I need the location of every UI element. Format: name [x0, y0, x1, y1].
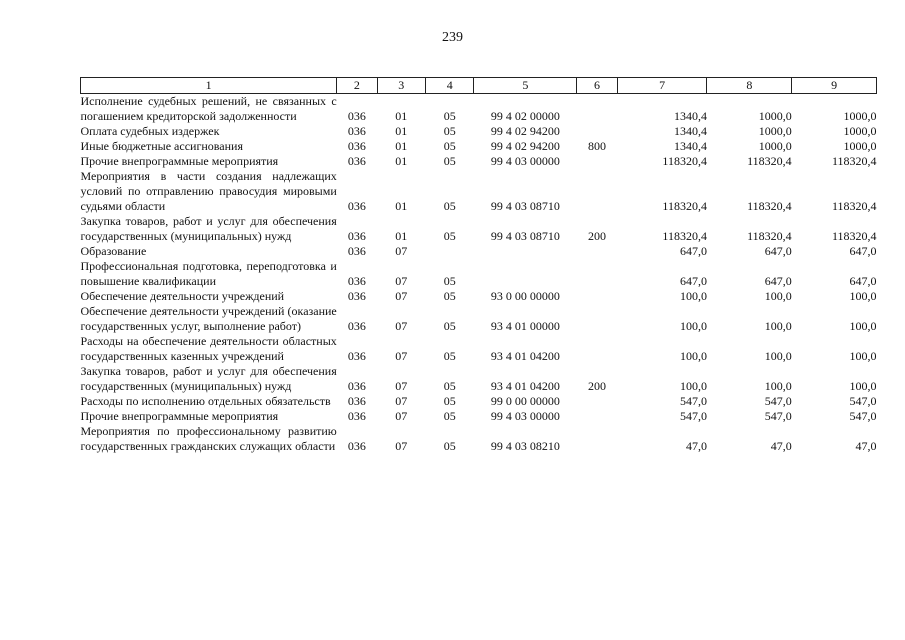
target-article-cell — [474, 259, 577, 289]
amount-col8-cell: 100,0 — [764, 379, 792, 393]
amount-col9-cell: 118320,4 — [831, 154, 877, 168]
expense-type-cell — [577, 259, 617, 289]
row-name-cell: Профессиональная подготовка, переподготовка и повышение квалификации — [80, 259, 337, 288]
subsection-code-cell — [426, 244, 474, 259]
target-article-cell: 99 4 02 94200 — [490, 139, 560, 153]
amount-col8-cell: 1000,0 — [758, 109, 792, 123]
amount-col7-cell: 547,0 — [679, 409, 707, 423]
subsection-code-cell: 05 — [443, 409, 456, 423]
column-header: 9 — [792, 78, 877, 94]
row-name-cell: Мероприятия в части создания надлежащих условий по отправлению правосудия мировыми судьями области — [80, 169, 337, 213]
table-row — [81, 334, 877, 364]
amount-col7-cell: 47,0 — [685, 439, 707, 453]
expense-type-cell — [577, 334, 617, 364]
ministry-code-cell: 036 — [347, 394, 366, 408]
section-code-cell: 07 — [395, 379, 408, 393]
table-row — [81, 214, 877, 244]
table-row — [81, 139, 877, 154]
amount-col8-cell: 47,0 — [770, 439, 792, 453]
target-article-cell — [474, 244, 577, 259]
amount-col8-cell: 1000,0 — [758, 139, 792, 153]
expense-type-cell — [577, 424, 617, 454]
row-name-cell: Закупка товаров, работ и услуг для обеспечения государственных (муниципальных) нужд — [80, 214, 337, 243]
subsection-code-cell: 05 — [443, 439, 456, 453]
subsection-code-cell: 05 — [443, 274, 456, 288]
amount-col9-cell: 647,0 — [849, 274, 877, 288]
section-code-cell: 01 — [395, 109, 408, 123]
section-code-cell: 07 — [395, 409, 408, 423]
ministry-code-cell: 036 — [347, 229, 366, 243]
section-code-cell: 07 — [395, 244, 408, 258]
amount-col9-cell: 1000,0 — [843, 124, 877, 138]
table-row — [81, 169, 877, 214]
expense-type-cell — [577, 124, 617, 139]
target-article-cell: 99 4 02 00000 — [490, 109, 560, 123]
row-name-cell: Обеспечение деятельности учреждений (оказание государственных услуг, выполнение работ) — [80, 304, 337, 333]
amount-col7-cell: 118320,4 — [662, 154, 707, 168]
ministry-code-cell: 036 — [347, 109, 366, 123]
expense-type-cell — [577, 304, 617, 334]
amount-col7-cell: 1340,4 — [673, 124, 707, 138]
target-article-cell: 93 0 00 00000 — [490, 289, 560, 303]
target-article-cell: 99 0 00 00000 — [490, 394, 560, 408]
target-article-cell: 93 4 01 04200 — [490, 349, 560, 363]
table-row — [81, 424, 877, 454]
section-code-cell: 07 — [395, 439, 408, 453]
target-article-cell: 99 4 03 00000 — [490, 154, 560, 168]
amount-col7-cell: 100,0 — [679, 349, 707, 363]
column-header: 6 — [577, 78, 617, 94]
row-name-cell: Закупка товаров, работ и услуг для обеспечения государственных (муниципальных) нужд — [80, 364, 337, 393]
row-name-cell: Прочие внепрограммные мероприятия — [80, 154, 279, 168]
amount-col8-cell: 100,0 — [764, 319, 792, 333]
amount-col7-cell: 647,0 — [679, 274, 707, 288]
ministry-code-cell: 036 — [347, 439, 366, 453]
expense-type-cell — [577, 394, 617, 409]
ministry-code-cell: 036 — [347, 379, 366, 393]
target-article-cell: 93 4 01 00000 — [490, 319, 560, 333]
amount-col8-cell: 100,0 — [764, 349, 792, 363]
section-code-cell: 07 — [395, 319, 408, 333]
amount-col8-cell: 118320,4 — [747, 154, 792, 168]
target-article-cell: 99 4 03 00000 — [490, 409, 560, 423]
section-code-cell: 07 — [395, 394, 408, 408]
subsection-code-cell: 05 — [443, 394, 456, 408]
amount-col9-cell: 118320,4 — [831, 199, 877, 213]
ministry-code-cell: 036 — [347, 319, 366, 333]
table-row — [81, 259, 877, 289]
row-name-cell: Расходы по исполнению отдельных обязательств — [80, 394, 331, 408]
subsection-code-cell: 05 — [443, 124, 456, 138]
column-header: 4 — [426, 78, 474, 94]
row-name-cell: Расходы на обеспечение деятельности областных государственных казенных учреждений — [80, 334, 337, 363]
table-row — [81, 394, 877, 409]
table-row — [81, 94, 877, 125]
ministry-code-cell: 036 — [347, 124, 366, 138]
column-header: 8 — [707, 78, 792, 94]
row-name-cell: Иные бюджетные ассигнования — [80, 139, 243, 153]
column-header: 1 — [81, 78, 337, 94]
row-name-cell: Оплата судебных издержек — [80, 124, 220, 138]
table-body — [81, 94, 877, 455]
amount-col9-cell: 547,0 — [849, 409, 877, 423]
expense-type-cell — [577, 169, 617, 214]
amount-col9-cell: 100,0 — [849, 349, 877, 363]
ministry-code-cell: 036 — [347, 274, 366, 288]
target-article-cell: 99 4 02 94200 — [490, 124, 560, 138]
section-code-cell: 01 — [395, 139, 408, 153]
section-code-cell: 07 — [395, 274, 408, 288]
amount-col8-cell: 100,0 — [764, 289, 792, 303]
expense-type-cell — [577, 94, 617, 125]
target-article-cell: 93 4 01 04200 — [490, 379, 560, 393]
subsection-code-cell: 05 — [443, 229, 456, 243]
table-row — [81, 289, 877, 304]
section-code-cell: 01 — [395, 154, 408, 168]
expense-type-cell: 800 — [588, 139, 606, 153]
subsection-code-cell: 05 — [443, 109, 456, 123]
subsection-code-cell: 05 — [443, 154, 456, 168]
ministry-code-cell: 036 — [347, 154, 366, 168]
amount-col8-cell: 647,0 — [764, 244, 792, 258]
amount-col7-cell: 100,0 — [679, 289, 707, 303]
expense-type-cell — [577, 244, 617, 259]
column-header: 5 — [474, 78, 577, 94]
amount-col7-cell: 118320,4 — [662, 199, 707, 213]
expense-type-cell — [577, 154, 617, 169]
table-row — [81, 304, 877, 334]
amount-col8-cell: 547,0 — [764, 394, 792, 408]
column-header: 7 — [617, 78, 707, 94]
table-row — [81, 409, 877, 424]
expense-type-cell: 200 — [588, 379, 606, 393]
amount-col7-cell: 547,0 — [679, 394, 707, 408]
amount-col8-cell: 118320,4 — [747, 229, 792, 243]
amount-col8-cell: 1000,0 — [758, 124, 792, 138]
expense-type-cell: 200 — [588, 229, 606, 243]
page-number: 239 — [442, 30, 463, 45]
row-name-cell: Образование — [80, 244, 147, 258]
amount-col9-cell: 647,0 — [849, 244, 877, 258]
amount-col9-cell: 47,0 — [855, 439, 877, 453]
ministry-code-cell: 036 — [347, 139, 366, 153]
section-code-cell: 07 — [395, 289, 408, 303]
amount-col8-cell: 647,0 — [764, 274, 792, 288]
table-row — [81, 244, 877, 259]
subsection-code-cell: 05 — [443, 289, 456, 303]
subsection-code-cell: 05 — [443, 379, 456, 393]
expense-type-cell — [577, 289, 617, 304]
ministry-code-cell: 036 — [347, 244, 366, 258]
column-header: 2 — [337, 78, 377, 94]
table-row — [81, 364, 877, 394]
row-name-cell: Мероприятия по профессиональному развитию государственных гражданских служащих области — [80, 424, 337, 453]
amount-col9-cell: 118320,4 — [831, 229, 877, 243]
section-code-cell: 01 — [395, 229, 408, 243]
ministry-code-cell: 036 — [347, 409, 366, 423]
subsection-code-cell: 05 — [443, 199, 456, 213]
subsection-code-cell: 05 — [443, 139, 456, 153]
header-row — [81, 78, 877, 94]
amount-col9-cell: 100,0 — [849, 289, 877, 303]
table-row — [81, 154, 877, 169]
section-code-cell: 01 — [395, 199, 408, 213]
ministry-code-cell: 036 — [347, 349, 366, 363]
amount-col7-cell: 1340,4 — [673, 109, 707, 123]
target-article-cell: 99 4 03 08710 — [490, 229, 560, 243]
row-name-cell: Исполнение судебных решений, не связанных с погашением кредиторской задолженности — [80, 94, 337, 123]
amount-col9-cell: 100,0 — [849, 319, 877, 333]
row-name-cell: Обеспечение деятельности учреждений — [80, 289, 285, 303]
budget-table — [80, 77, 877, 454]
amount-col8-cell: 547,0 — [764, 409, 792, 423]
expense-type-cell — [577, 409, 617, 424]
target-article-cell: 99 4 03 08710 — [490, 199, 560, 213]
amount-col9-cell: 100,0 — [849, 379, 877, 393]
amount-col9-cell: 1000,0 — [843, 109, 877, 123]
section-code-cell: 07 — [395, 349, 408, 363]
amount-col7-cell: 1340,4 — [673, 139, 707, 153]
ministry-code-cell: 036 — [347, 199, 366, 213]
amount-col7-cell: 100,0 — [679, 379, 707, 393]
amount-col8-cell: 118320,4 — [747, 199, 792, 213]
subsection-code-cell: 05 — [443, 319, 456, 333]
column-header: 3 — [377, 78, 425, 94]
table-row — [81, 124, 877, 139]
row-name-cell: Прочие внепрограммные мероприятия — [80, 409, 279, 423]
amount-col9-cell: 547,0 — [849, 394, 877, 408]
ministry-code-cell: 036 — [347, 289, 366, 303]
section-code-cell: 01 — [395, 124, 408, 138]
target-article-cell: 99 4 03 08210 — [490, 439, 560, 453]
amount-col7-cell: 647,0 — [679, 244, 707, 258]
amount-col7-cell: 118320,4 — [662, 229, 707, 243]
amount-col7-cell: 100,0 — [679, 319, 707, 333]
subsection-code-cell: 05 — [443, 349, 456, 363]
amount-col9-cell: 1000,0 — [843, 139, 877, 153]
